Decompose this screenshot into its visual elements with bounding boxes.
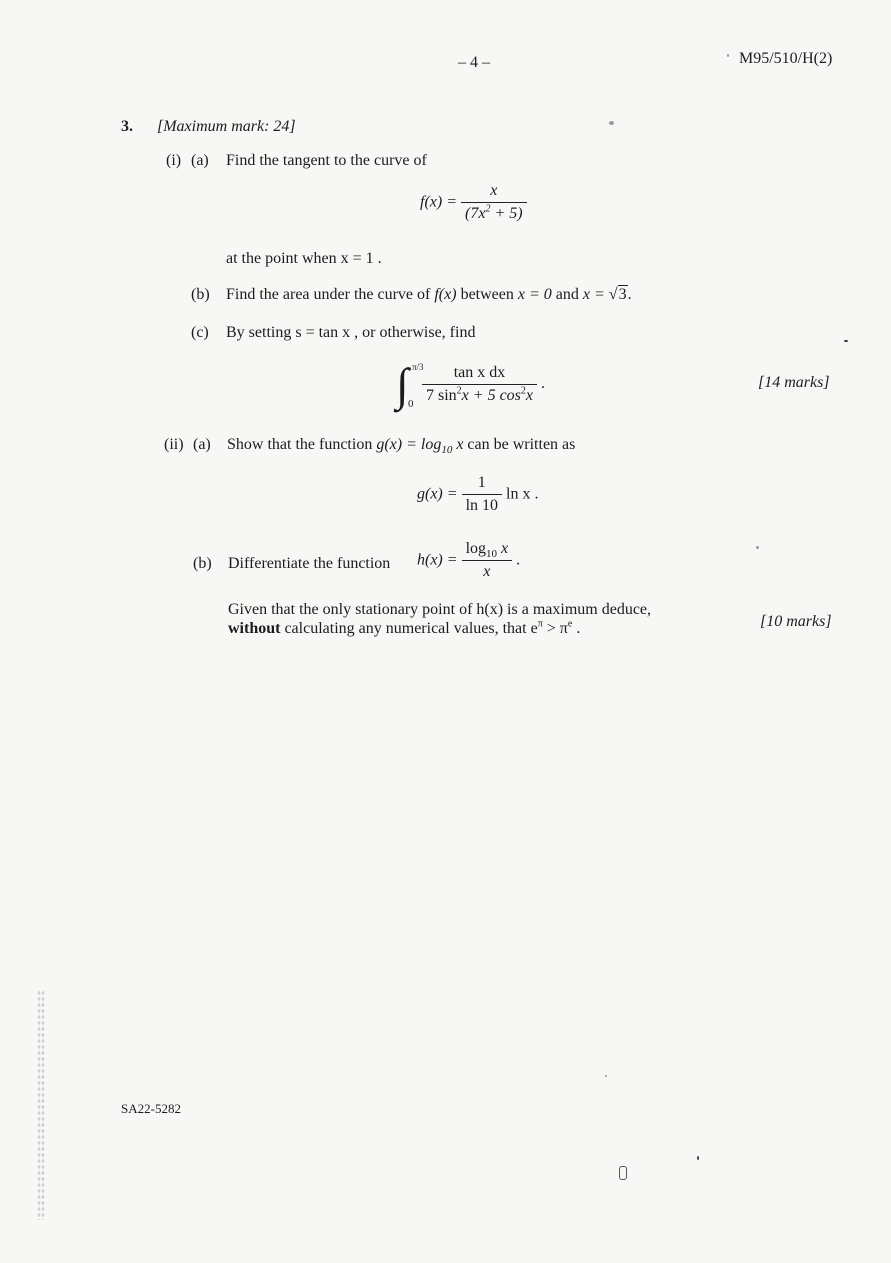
part-i-marks: [14 marks]: [758, 374, 830, 391]
part-i-a-after: at the point when x = 1 .: [226, 250, 382, 267]
part-i-b-label: (b): [191, 286, 210, 303]
binding-edge: [37, 990, 45, 1220]
part-ii-b-given-line2: without calculating any numerical values, that $e^\pi > \pi^e$ .: [228, 618, 581, 637]
integral-sign-icon: ∫: [396, 359, 409, 410]
upper-limit: π/3: [412, 362, 424, 372]
part-ii-b-label: (b): [193, 555, 212, 572]
sqrt-icon: √3: [608, 286, 627, 303]
part-ii-b-text: Differentiate the function: [228, 555, 391, 572]
scan-speck: [605, 1075, 607, 1077]
part-i-b-text: Find the area under the curve of f(x) between x = 0 and x = √3.: [226, 286, 632, 303]
part-ii-a-label: (a): [193, 436, 211, 453]
part-i-label: (i): [166, 152, 182, 169]
formula-g-of-x: g(x) = $\frac{1}{\ln 10}$ ln x .: [417, 474, 539, 514]
part-ii-label: (ii): [164, 436, 184, 453]
part-i-a-label: (a): [191, 152, 209, 169]
page-number: – 4 –: [458, 54, 490, 71]
formula-f-of-x: f(x) = $\frac{x}{(7x^2 + 5)}$: [420, 182, 527, 223]
question-number: 3.: [121, 118, 133, 135]
part-ii-a-text: Show that the function $g(x) = \log_{10} x$ can be written as: [227, 436, 576, 457]
footer-code: SA22-5282: [121, 1101, 181, 1116]
scan-speck: [619, 1166, 627, 1180]
formula-h-of-x: h(x) = $\frac{\log_{10} x}{x}$ .: [417, 540, 521, 580]
part-i-a-text: Find the tangent to the curve of: [226, 152, 427, 169]
scan-speck: [756, 546, 759, 549]
lower-limit: 0: [408, 398, 414, 410]
maximum-mark: [Maximum mark: 24]: [157, 118, 296, 135]
scan-speck: [697, 1156, 699, 1160]
part-i-c-label: (c): [191, 324, 209, 341]
scan-speck: [727, 54, 729, 57]
part-ii-marks: [10 marks]: [760, 613, 832, 630]
part-ii-b-given-line1: Given that the only stationary point of h(x) is a maximum deduce,: [228, 601, 652, 618]
scan-speck: [609, 121, 614, 125]
paper-code: M95/510/H(2): [739, 50, 833, 67]
scan-speck: [844, 340, 848, 342]
part-i-c-text: By setting s = tan x , or otherwise, find: [226, 324, 476, 341]
